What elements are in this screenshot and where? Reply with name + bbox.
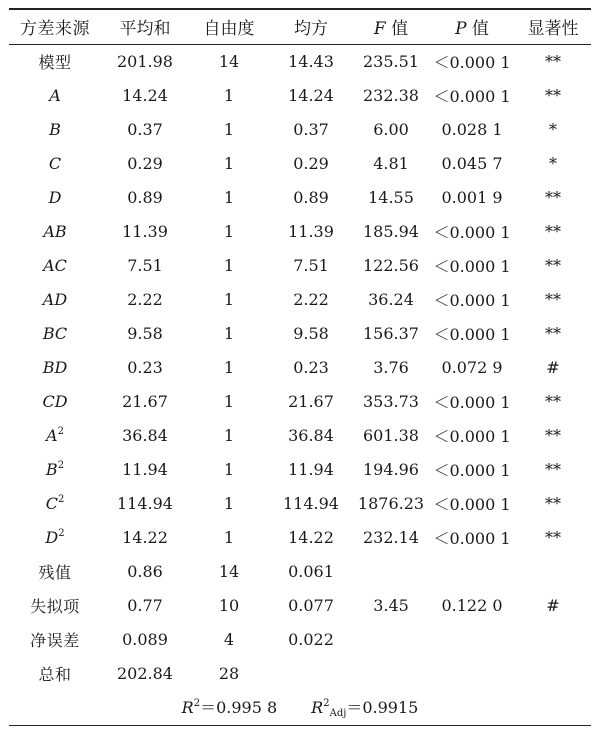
- cell-source: [9, 521, 101, 555]
- cell-significance: **: [545, 426, 561, 446]
- header-mean-square: 均方: [294, 19, 328, 40]
- cell-p-value: ＜0.000 1: [433, 427, 511, 447]
- cell-mean-square: 0.022: [288, 630, 334, 650]
- source-label: 总和: [38, 665, 72, 685]
- cell-sum-of-squares: 14.22: [122, 528, 168, 548]
- cell-sum-of-squares: 14.24: [122, 86, 168, 106]
- table-row: [9, 385, 591, 419]
- cell-df: 14: [218, 562, 240, 582]
- cell-sum-of-squares: 7.51: [127, 256, 163, 276]
- cell-p-value: ＜0.000 1: [433, 291, 511, 311]
- cell-mean-square: 2.22: [293, 290, 329, 310]
- cell-p-value: ＜0.000 1: [433, 529, 511, 549]
- cell-f-value: 6.00: [373, 120, 409, 140]
- source-label: A: [46, 426, 58, 446]
- cell-mean-square: 36.84: [288, 426, 334, 446]
- header-row: [9, 10, 591, 44]
- cell-sum-of-squares: 0.23: [127, 358, 163, 378]
- cell-source: [9, 589, 101, 623]
- source-label: 模型: [38, 53, 72, 73]
- cell-df: 28: [218, 664, 240, 684]
- cell-df: 1: [223, 86, 235, 106]
- table-header: [9, 10, 591, 44]
- cell-significance: **: [545, 256, 561, 276]
- cell-sum-of-squares: 36.84: [122, 426, 168, 446]
- cell-source: [9, 79, 101, 113]
- table-row: [9, 351, 591, 385]
- p-suffix: 值: [471, 19, 489, 40]
- cell-df: 1: [223, 528, 235, 548]
- cell-p-value: ＜0.000 1: [433, 393, 511, 413]
- cell-df: 1: [223, 290, 235, 310]
- cell-source: [9, 385, 101, 419]
- cell-df: 1: [223, 256, 235, 276]
- cell-p-value: ＜0.000 1: [433, 325, 511, 345]
- radj-superscript: 2: [323, 697, 330, 709]
- cell-significance: **: [545, 460, 561, 480]
- cell-significance: **: [545, 52, 561, 72]
- cell-df: 1: [223, 426, 235, 446]
- cell-mean-square: [269, 657, 353, 691]
- p-letter: P: [455, 19, 467, 40]
- header-sum-of-squares: 平均和: [119, 19, 171, 40]
- cell-df: 10: [218, 596, 240, 616]
- cell-f-value: 36.24: [368, 290, 414, 310]
- cell-f-value: 3.45: [373, 596, 409, 616]
- cell-source: [9, 283, 101, 317]
- cell-source: [9, 419, 101, 453]
- anova-table: [9, 10, 591, 44]
- cell-significance: [515, 555, 591, 589]
- cell-source: [9, 351, 101, 385]
- cell-sum-of-squares: 11.39: [122, 222, 168, 242]
- r2-value: ＝0.995 8: [200, 697, 278, 717]
- cell-sum-of-squares: 0.77: [127, 596, 163, 616]
- cell-sum-of-squares: 11.94: [122, 460, 168, 480]
- cell-source: [9, 45, 101, 79]
- cell-df: 4: [223, 630, 235, 650]
- cell-significance: *: [549, 120, 557, 140]
- source-superscript: 2: [57, 460, 65, 472]
- cell-mean-square: 0.37: [293, 120, 329, 140]
- cell-sum-of-squares: 202.84: [117, 664, 173, 684]
- cell-significance: [515, 657, 591, 691]
- r2-letter: R: [181, 697, 194, 717]
- cell-sum-of-squares: 9.58: [127, 324, 163, 344]
- cell-source: [9, 487, 101, 521]
- table-row: [9, 657, 591, 691]
- cell-f-value: 1876.23: [357, 494, 425, 514]
- cell-significance: **: [545, 528, 561, 548]
- cell-sum-of-squares: 0.089: [122, 630, 168, 650]
- cell-mean-square: 114.94: [283, 494, 339, 514]
- table-row: [9, 623, 591, 657]
- cell-p-value: 0.072 9: [441, 358, 503, 378]
- cell-df: 1: [223, 222, 235, 242]
- cell-significance: #: [546, 358, 560, 378]
- source-label: C: [48, 154, 62, 174]
- cell-sum-of-squares: 0.89: [127, 188, 163, 208]
- cell-significance: *: [549, 154, 557, 174]
- cell-mean-square: 0.29: [293, 154, 329, 174]
- cell-p-value: 0.122 0: [441, 596, 503, 616]
- table-row: [9, 283, 591, 317]
- radj-subscript: Adj: [329, 707, 347, 719]
- cell-mean-square: 11.39: [288, 222, 334, 242]
- header-significance: 显著性: [527, 19, 579, 40]
- cell-significance: **: [545, 188, 561, 208]
- table-row: [9, 521, 591, 555]
- radj-letter: R: [311, 697, 324, 717]
- table-row: [9, 419, 591, 453]
- cell-f-value: 194.96: [363, 460, 419, 480]
- table-row: [9, 181, 591, 215]
- cell-mean-square: 14.24: [288, 86, 334, 106]
- table-row: [9, 487, 591, 521]
- source-label: B: [45, 460, 58, 480]
- cell-sum-of-squares: 0.37: [127, 120, 163, 140]
- table-row: [9, 79, 591, 113]
- table-body: [9, 45, 591, 691]
- cell-df: 14: [218, 52, 240, 72]
- cell-source: [9, 249, 101, 283]
- anova-table-body: [9, 45, 591, 691]
- cell-f-value: 601.38: [363, 426, 419, 446]
- source-label: D: [45, 528, 59, 548]
- cell-significance: #: [546, 596, 560, 616]
- cell-f-value: 353.73: [363, 392, 419, 412]
- table-row: [9, 147, 591, 181]
- cell-sum-of-squares: 201.98: [117, 52, 173, 72]
- cell-p-value: [429, 623, 515, 657]
- cell-p-value: ＜0.000 1: [433, 223, 511, 243]
- source-label: 失拟项: [30, 597, 80, 617]
- table-row: [9, 453, 591, 487]
- cell-df: 1: [223, 392, 235, 412]
- cell-source: [9, 657, 101, 691]
- cell-significance: **: [545, 290, 561, 310]
- source-label: B: [49, 120, 61, 140]
- cell-source: [9, 181, 101, 215]
- cell-f-value: [353, 623, 429, 657]
- source-label: 残值: [38, 563, 72, 583]
- cell-sum-of-squares: 0.86: [127, 562, 163, 582]
- cell-mean-square: 7.51: [293, 256, 329, 276]
- cell-df: 1: [223, 154, 235, 174]
- source-superscript: 2: [57, 426, 64, 438]
- cell-p-value: ＜0.000 1: [433, 461, 511, 481]
- cell-sum-of-squares: 0.29: [127, 154, 163, 174]
- source-label: C: [45, 494, 58, 514]
- cell-significance: **: [545, 324, 561, 344]
- cell-f-value: 232.38: [363, 86, 419, 106]
- cell-df: 1: [223, 324, 235, 344]
- cell-p-value: ＜0.000 1: [433, 53, 511, 73]
- cell-source: [9, 317, 101, 351]
- f-suffix: 值: [391, 19, 409, 40]
- cell-f-value: 232.14: [363, 528, 419, 548]
- cell-df: 1: [223, 120, 235, 140]
- header-source: 方差来源: [20, 19, 90, 40]
- cell-f-value: 122.56: [363, 256, 419, 276]
- fit-statistics: [9, 691, 591, 725]
- bottom-rule: [9, 725, 591, 727]
- source-label: D: [48, 188, 62, 208]
- cell-f-value: 3.76: [373, 358, 409, 378]
- cell-f-value: 235.51: [363, 52, 419, 72]
- cell-p-value: 0.028 1: [441, 120, 503, 140]
- cell-f-value: 14.55: [368, 188, 414, 208]
- cell-f-value: [353, 555, 429, 589]
- table-row: [9, 215, 591, 249]
- cell-sum-of-squares: 114.94: [117, 494, 173, 514]
- cell-f-value: [353, 657, 429, 691]
- cell-p-value: [429, 657, 515, 691]
- cell-mean-square: 21.67: [288, 392, 334, 412]
- cell-p-value: [429, 555, 515, 589]
- source-label: BD: [42, 358, 68, 378]
- table-row: [9, 249, 591, 283]
- cell-p-value: 0.001 9: [441, 188, 503, 208]
- cell-mean-square: 9.58: [293, 324, 329, 344]
- cell-significance: [515, 623, 591, 657]
- table-row: [9, 113, 591, 147]
- cell-source: [9, 147, 101, 181]
- cell-mean-square: 14.22: [288, 528, 334, 548]
- table-row: [9, 555, 591, 589]
- cell-source: [9, 555, 101, 589]
- cell-mean-square: 11.94: [288, 460, 334, 480]
- anova-table-container: [9, 8, 591, 726]
- table-row: [9, 589, 591, 623]
- cell-df: 1: [223, 460, 235, 480]
- cell-mean-square: 14.43: [288, 52, 334, 72]
- cell-mean-square: 0.89: [293, 188, 329, 208]
- cell-source: [9, 453, 101, 487]
- source-superscript: 2: [58, 528, 65, 540]
- cell-sum-of-squares: 2.22: [127, 290, 163, 310]
- cell-mean-square: 0.23: [293, 358, 329, 378]
- source-label: A: [49, 86, 61, 106]
- cell-significance: **: [545, 392, 561, 412]
- cell-p-value: ＜0.000 1: [433, 495, 511, 515]
- cell-significance: **: [545, 86, 561, 106]
- cell-mean-square: 0.061: [288, 562, 334, 582]
- source-label: BC: [42, 324, 68, 344]
- cell-df: 1: [223, 358, 235, 378]
- source-label: AD: [42, 290, 68, 310]
- cell-p-value: 0.045 7: [441, 154, 503, 174]
- radj-value: ＝0.9915: [346, 697, 419, 717]
- header-f-value: [353, 10, 429, 44]
- cell-source: [9, 215, 101, 249]
- cell-source: [9, 113, 101, 147]
- source-label: AB: [43, 222, 67, 242]
- cell-sum-of-squares: 21.67: [122, 392, 168, 412]
- source-label: CD: [42, 392, 68, 412]
- source-superscript: 2: [57, 494, 65, 506]
- table-row: [9, 45, 591, 79]
- cell-p-value: ＜0.000 1: [433, 87, 511, 107]
- cell-f-value: 185.94: [363, 222, 419, 242]
- cell-p-value: ＜0.000 1: [433, 257, 511, 277]
- cell-f-value: 156.37: [363, 324, 419, 344]
- cell-significance: **: [545, 494, 561, 514]
- cell-df: 1: [223, 188, 235, 208]
- r2-superscript: 2: [193, 697, 201, 709]
- f-letter: F: [373, 19, 386, 40]
- header-degrees-of-freedom: 自由度: [203, 19, 255, 40]
- header-p-value: [429, 10, 515, 44]
- cell-source: [9, 623, 101, 657]
- cell-mean-square: 0.077: [288, 596, 334, 616]
- cell-significance: **: [545, 222, 561, 242]
- table-row: [9, 317, 591, 351]
- source-label: AC: [43, 256, 67, 276]
- cell-df: 1: [223, 494, 235, 514]
- cell-f-value: 4.81: [373, 154, 409, 174]
- source-label: 净误差: [30, 631, 80, 651]
